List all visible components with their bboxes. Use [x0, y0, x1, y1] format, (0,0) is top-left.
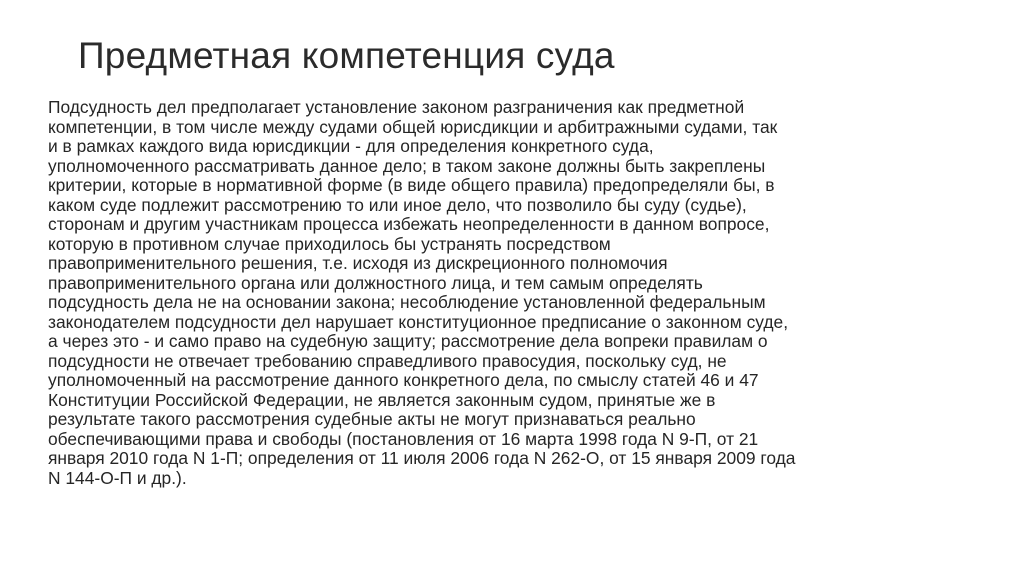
body-line: N 144-О-П и др.).	[48, 467, 187, 488]
body-line: уполномоченный на рассмотрение данного конкретного дела, по смыслу статей 46 и 47	[48, 370, 759, 390]
body-line: компетенции, в том числе между судами общей юрисдикции и арбитражными судами, так	[48, 116, 778, 137]
slide-body-text	[48, 98, 988, 488]
body-line: а через это - и само право на судебную защиту; рассмотрение дела вопреки правилам о	[48, 331, 768, 351]
slide-title: Предметная компетенция суда	[78, 35, 615, 76]
body-line: каком суде подлежит рассмотрению то или иное дело, что позволило бы суду (судье),	[48, 194, 747, 215]
body-line: результате такого рассмотрения судебные акты не могут признаваться реально	[48, 409, 696, 429]
body-line: подсудности не отвечает требованию справедливого правосудия, поскольку суд, не	[48, 350, 727, 371]
body-line: января 2010 года N 1-П; определения от 11 июля 2006 года N 262-О, от 15 января 2009 года	[48, 448, 796, 468]
body-line: законодателем подсудности дел нарушает конституционное предписание о законном суде,	[48, 311, 789, 332]
body-line: сторонам и другим участникам процесса избежать неопределенности в данном вопросе,	[48, 214, 770, 234]
body-line: правоприменительного органа или должностного лица, и тем самым определять	[48, 272, 703, 293]
body-line: правоприменительного решения, т.е. исходя из дискреционного полномочия	[48, 253, 668, 273]
body-line: Конституции Российской Федерации, не является законным судом, принятые же в	[48, 389, 716, 410]
body-line: критерии, которые в нормативной форме (в виде общего правила) предопределяли бы, в	[48, 175, 775, 195]
body-line: Подсудность дел предполагает установление законом разграничения как предметной	[48, 97, 745, 117]
body-line: которую в противном случае приходилось бы устранять посредством	[48, 233, 611, 254]
body-line: уполномоченного рассматривать данное дело; в таком законе должны быть закреплены	[48, 155, 766, 176]
body-line: обеспечивающими права и свободы (постановления от 16 марта 1998 года N 9-П, от 21	[48, 428, 759, 449]
body-line: подсудность дела не на основании закона; несоблюдение установленной федеральным	[48, 292, 766, 312]
body-line: и в рамках каждого вида юрисдикции - для определения конкретного суда,	[48, 136, 654, 156]
